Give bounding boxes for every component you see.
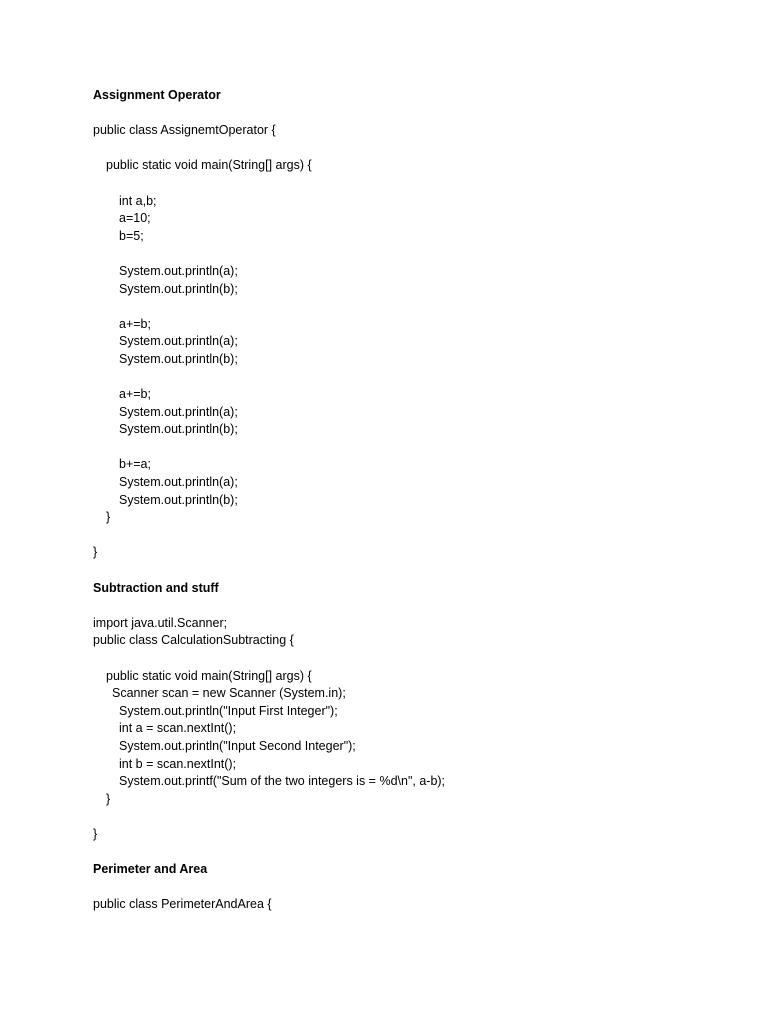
section-heading-subtraction: Subtraction and stuff: [93, 580, 219, 595]
blank-line: [93, 844, 693, 862]
code-line: System.out.println(a);: [119, 334, 238, 349]
blank-line: [93, 650, 693, 668]
code-line: System.out.println("Input First Integer");: [119, 703, 338, 718]
blank-line: [93, 879, 693, 897]
blank-line: [93, 175, 693, 193]
code-line: b=5;: [119, 228, 144, 243]
code-line: System.out.println(a);: [119, 263, 238, 278]
blank-line: [93, 245, 693, 263]
code-line: System.out.println(b);: [119, 351, 238, 366]
code-line: System.out.println("Input Second Integer");: [119, 738, 356, 753]
code-line: System.out.println(b);: [119, 422, 238, 437]
blank-line: [93, 597, 693, 615]
code-line: int a,b;: [119, 193, 157, 208]
code-line: System.out.println(a);: [119, 475, 238, 490]
code-line: public class PerimeterAndArea {: [93, 897, 272, 912]
code-line: System.out.println(a);: [119, 404, 238, 419]
section-heading-assignment-operator: Assignment Operator: [93, 88, 221, 102]
blank-line: [93, 369, 693, 387]
code-line: public static void main(String[] args) {: [106, 668, 312, 683]
code-line: int a = scan.nextInt();: [119, 721, 237, 736]
code-line: a=10;: [119, 211, 151, 226]
code-line: public class CalculationSubtracting {: [93, 633, 294, 648]
code-line: a+=b;: [119, 316, 151, 331]
code-line: }: [106, 510, 111, 525]
code-line: System.out.println(b);: [119, 492, 238, 507]
code-line: System.out.printf("Sum of the two integers is = %d\n", a-b);: [119, 774, 446, 789]
document-body: [93, 87, 693, 914]
code-line: public class AssignemtOperator {: [93, 123, 276, 138]
code-line: int b = scan.nextInt();: [119, 756, 237, 771]
code-line: Scanner scan = new Scanner (System.in);: [112, 686, 346, 701]
code-line: import java.util.Scanner;: [93, 615, 228, 630]
code-line: System.out.println(b);: [119, 281, 238, 296]
code-line: }: [106, 791, 111, 806]
blank-line: [93, 527, 693, 545]
blank-line: [93, 562, 693, 580]
code-line: a+=b;: [119, 387, 151, 402]
code-line: }: [93, 545, 98, 560]
blank-line: [93, 808, 693, 826]
code-line: }: [93, 826, 98, 841]
blank-line: [93, 439, 693, 457]
blank-line: [93, 140, 693, 158]
code-line: b+=a;: [119, 457, 151, 472]
blank-line: [93, 298, 693, 316]
code-line: public static void main(String[] args) {: [106, 158, 312, 173]
blank-line: [93, 105, 693, 123]
section-heading-perimeter-area: Perimeter and Area: [93, 862, 208, 877]
